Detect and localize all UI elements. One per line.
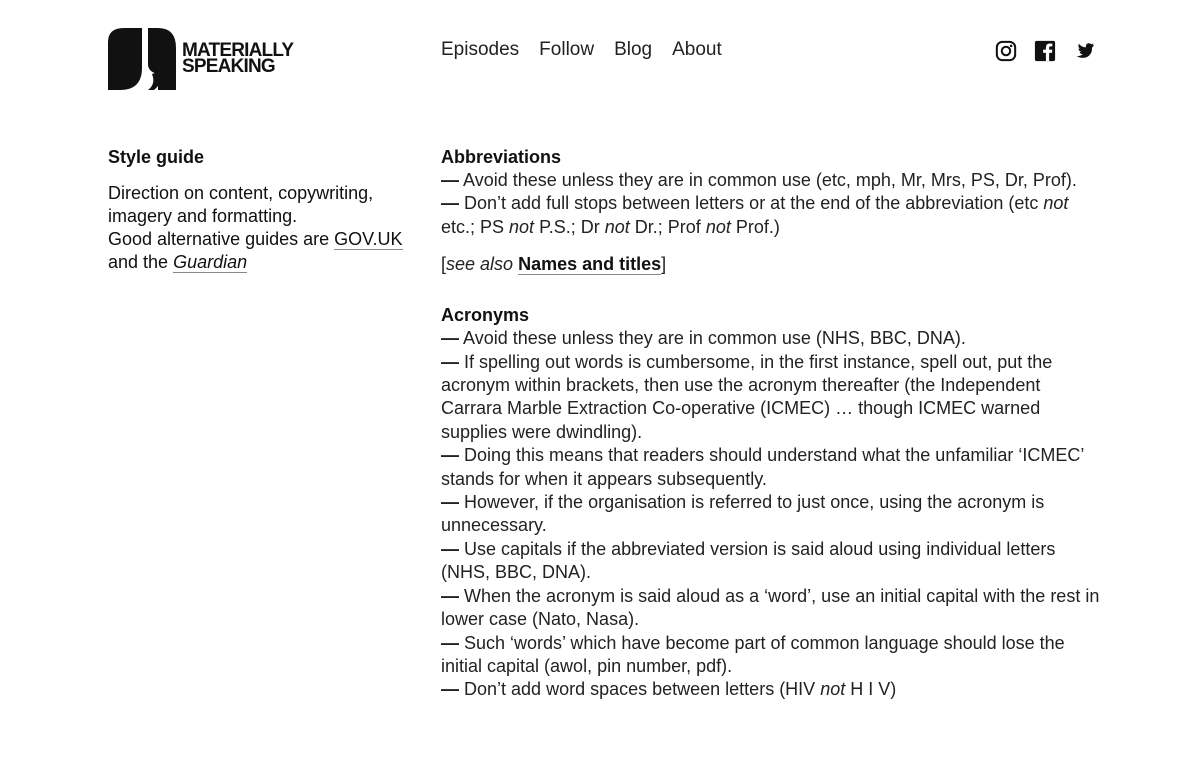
bracket-open: [ xyxy=(441,254,447,275)
list-item xyxy=(441,632,1101,679)
instagram-icon xyxy=(995,40,1017,62)
sidebar-alternatives xyxy=(108,228,408,274)
main-content xyxy=(441,146,1101,702)
not-emphasis: not xyxy=(705,216,731,237)
sidebar xyxy=(108,146,408,274)
logo-quote-icon xyxy=(108,28,176,90)
see-also-label: see also xyxy=(446,254,514,275)
guardian-link-label: Guardian xyxy=(173,252,248,272)
acronyms-title: Acronyms xyxy=(441,305,530,326)
item-text: Don’t add full stops between letters or at the end of the abbreviation (etc xyxy=(464,193,1044,214)
not-emphasis: not xyxy=(509,216,535,237)
dash-marker: — xyxy=(441,538,459,559)
not-emphasis: not xyxy=(1043,193,1069,214)
item-text: Avoid these unless they are in common use (etc, mph, Mr, Mrs, PS, Dr, Prof). xyxy=(463,170,1077,190)
logo-line-1: MATERIALLY xyxy=(182,40,294,61)
item-text: H I V) xyxy=(845,679,897,700)
dash-marker: — xyxy=(441,679,459,700)
sidebar-title: Style guide xyxy=(108,147,205,167)
item-text: P.S.; Dr xyxy=(534,216,605,237)
nav-follow[interactable]: Follow xyxy=(539,39,595,60)
names-and-titles-link[interactable]: Names and titles xyxy=(518,254,662,275)
dash-marker: — xyxy=(441,585,459,606)
social-links xyxy=(995,40,1095,62)
list-item xyxy=(441,444,1101,491)
sidebar-intro: Direction on content, copywriting, imagery and formatting. xyxy=(108,183,374,226)
not-emphasis: not xyxy=(820,679,846,700)
list-item xyxy=(441,585,1101,632)
nav-blog[interactable]: Blog xyxy=(614,39,653,60)
see-also xyxy=(441,253,1101,276)
facebook-link[interactable] xyxy=(1034,40,1056,62)
list-item xyxy=(441,491,1101,538)
item-text: etc.; PS xyxy=(441,216,510,237)
twitter-icon xyxy=(1073,40,1095,62)
twitter-link[interactable] xyxy=(1073,40,1095,62)
item-text: Avoid these unless they are in common use (NHS, BBC, DNA). xyxy=(463,328,966,349)
nav-about[interactable]: About xyxy=(672,39,722,60)
guardian-link[interactable] xyxy=(173,252,247,273)
dash-marker: — xyxy=(441,445,459,466)
list-item xyxy=(441,327,1101,350)
dash-marker: — xyxy=(441,351,459,372)
list-item xyxy=(441,192,1101,239)
main-nav xyxy=(441,39,722,61)
list-item xyxy=(441,169,1101,192)
abbreviations-title: Abbreviations xyxy=(441,147,562,167)
not-emphasis: not xyxy=(604,216,630,237)
govuk-link[interactable]: GOV.UK xyxy=(334,229,403,249)
nav-episodes[interactable]: Episodes xyxy=(441,39,520,60)
list-item xyxy=(441,678,1101,701)
dash-marker: — xyxy=(441,170,459,190)
alt-mid: and the xyxy=(108,252,174,272)
dash-marker: — xyxy=(441,492,459,513)
item-text: Prof.) xyxy=(730,216,780,237)
dash-marker: — xyxy=(441,193,459,214)
bracket-close: ] xyxy=(661,254,667,275)
logo-link[interactable] xyxy=(108,28,293,90)
dash-marker: — xyxy=(441,328,459,349)
item-text: Doing this means that readers should understand what the unfamiliar ‘ICMEC’ stands for when it appears subsequently. xyxy=(441,445,1084,489)
item-text: If spelling out words is cumbersome, in the first instance, spell out, put the acronym within brackets, then use the acronym thereafter (the Independent Carrara Marble Extraction Co-operative (ICMEC) … though ICMEC warned supplies were dwindling). xyxy=(441,351,1053,442)
logo-line-2: SPEAKING xyxy=(182,56,275,77)
item-text: Use capitals if the abbreviated version is said aloud using individual letters (NHS, BBC, DNA). xyxy=(441,538,1056,583)
list-item xyxy=(441,538,1101,585)
item-text: When the acronym is said aloud as a ‘word’, use an initial capital with the rest in lower case (Nato, Nasa). xyxy=(441,585,1100,630)
logo-wordmark xyxy=(182,40,294,77)
item-text: Dr.; Prof xyxy=(629,216,706,237)
item-text: Don’t add word spaces between letters (HIV xyxy=(464,679,821,700)
item-text: Such ‘words’ which have become part of common language should lose the initial capital (awol, pin number, pdf). xyxy=(441,632,1065,676)
instagram-link[interactable] xyxy=(995,40,1017,62)
list-item xyxy=(441,351,1101,445)
facebook-icon xyxy=(1034,40,1056,62)
alt-prefix: Good alternative guides are xyxy=(108,229,335,249)
dash-marker: — xyxy=(441,632,459,653)
item-text: However, if the organisation is referred to just once, using the acronym is unnecessary. xyxy=(441,492,1045,536)
